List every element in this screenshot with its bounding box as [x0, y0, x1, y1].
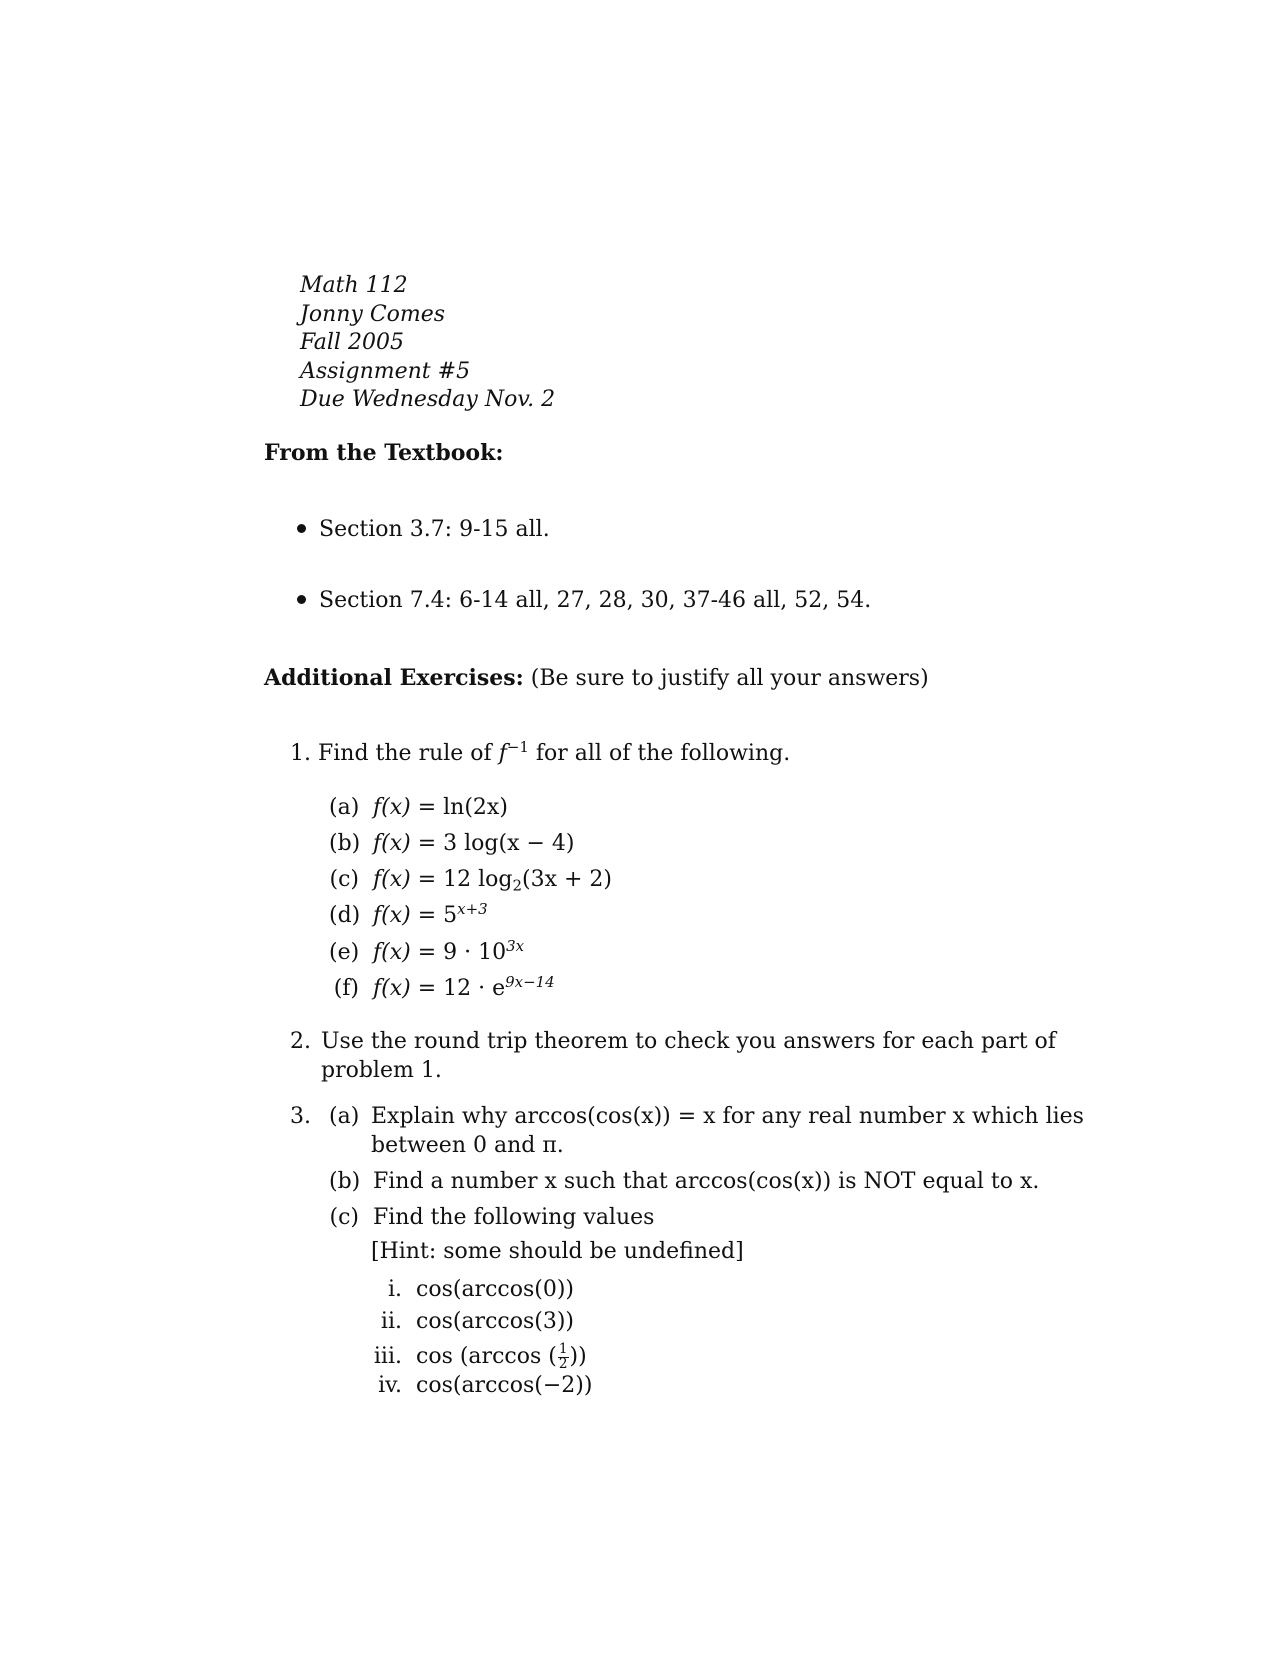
- equation-rhs: 12 log: [443, 867, 513, 892]
- problem-1-part-f: [329, 972, 555, 1001]
- fraction: [558, 1343, 569, 1371]
- subpart-expr: cos(arccos(−2)): [416, 1373, 593, 1398]
- problem-3-part-a-line1: Explain why arccos(cos(x)) = x for any real number x which lies: [371, 1104, 1084, 1129]
- equation-rhs: 3 log(x − 4): [443, 831, 575, 856]
- problem-3-part-a-line2: between 0 and π.: [371, 1133, 564, 1158]
- textbook-item-text: Section 3.7: 9-15 all.: [319, 517, 550, 542]
- equation-lhs: f(x) =: [373, 795, 444, 820]
- equation-lhs: f(x) =: [373, 940, 444, 965]
- due-date: Due Wednesday Nov. 2: [300, 387, 556, 412]
- problem-3-part-c: [329, 1207, 654, 1229]
- subpart-i: [372, 1279, 574, 1301]
- problem-1-part-b: [329, 833, 575, 855]
- part-label: (d): [329, 903, 361, 928]
- textbook-item-text: Section 7.4: 6-14 all, 27, 28, 30, 37-46 all, 52, 54.: [319, 588, 872, 613]
- textbook-heading: From the Textbook:: [264, 440, 504, 466]
- part-text: Find a number x such that arccos(cos(x)) is NOT equal to x.: [373, 1169, 1040, 1194]
- part-label: (a): [329, 795, 360, 820]
- problem-3-number: 3.: [290, 1104, 311, 1129]
- problem-1-part-c: [329, 867, 613, 895]
- equation-rhs: 5: [443, 903, 458, 928]
- problem-1-part-e: [329, 936, 525, 965]
- equation-lhs: f(x) =: [373, 867, 444, 892]
- additional-heading-line: [264, 667, 929, 690]
- subpart-iii: [372, 1343, 587, 1371]
- instructor-name: Jonny Comes: [300, 302, 446, 327]
- subpart-label: i.: [387, 1277, 402, 1302]
- equation-lhs: f(x) =: [373, 976, 444, 1001]
- part-label: (e): [329, 940, 360, 965]
- part-label: (b): [329, 831, 361, 856]
- bullet-icon: [297, 595, 306, 604]
- exponent: 9x−14: [505, 972, 555, 991]
- subpart-label: iv.: [378, 1373, 402, 1398]
- subpart-expr: cos(arccos(3)): [416, 1309, 574, 1334]
- math-superscript: −1: [506, 737, 529, 756]
- subpart-expr: )): [569, 1344, 587, 1370]
- subpart-expr: cos(arccos(0)): [416, 1277, 574, 1302]
- subpart-label: iii.: [373, 1344, 402, 1370]
- math-f: f: [498, 741, 507, 766]
- part-text: Find the following values: [373, 1205, 655, 1230]
- subpart-ii: [372, 1311, 574, 1333]
- textbook-item: [297, 519, 550, 541]
- course-name: Math 112: [300, 273, 408, 298]
- problem-1-part-a: [329, 797, 508, 819]
- equation-lhs: f(x) =: [373, 831, 444, 856]
- part-label: (b): [329, 1169, 361, 1194]
- log-base: 2: [512, 876, 523, 895]
- part-label: (f): [333, 976, 359, 1001]
- problem-3-part-b: [329, 1171, 1039, 1193]
- equation-rhs: (3x + 2): [522, 867, 613, 892]
- fraction-numerator: 1: [558, 1341, 568, 1357]
- hint-text: [Hint: some should be undefined]: [371, 1239, 744, 1264]
- additional-note: (Be sure to justify all your answers): [530, 666, 929, 691]
- fraction-denominator: 2: [558, 1355, 568, 1372]
- equation-rhs: 12 · e: [443, 976, 506, 1001]
- term: Fall 2005: [300, 330, 404, 355]
- subpart-iv: [372, 1375, 592, 1397]
- problem-1-part-d: [329, 899, 488, 928]
- equation-rhs: ln(2x): [443, 795, 508, 820]
- exponent: 3x: [506, 936, 525, 955]
- part-label: (a): [329, 1104, 360, 1129]
- textbook-item: [297, 590, 871, 612]
- equation-lhs: f(x) =: [373, 903, 444, 928]
- problem-text: Find the rule of: [318, 741, 499, 766]
- additional-heading: Additional Exercises:: [264, 665, 524, 691]
- problem-text: for all of the following.: [528, 741, 791, 766]
- exponent: x+3: [457, 899, 488, 918]
- problem-2-line2: problem 1.: [321, 1058, 442, 1083]
- subpart-label: ii.: [380, 1309, 402, 1334]
- subpart-expr: cos (arccos (: [416, 1344, 557, 1370]
- bullet-icon: [297, 524, 306, 533]
- assignment-title: Assignment #5: [300, 359, 471, 384]
- problem-2-line1: Use the round trip theorem to check you answers for each part of: [321, 1029, 1056, 1054]
- problem-number: 1.: [290, 741, 311, 766]
- equation-rhs: 9 · 10: [443, 940, 507, 965]
- problem-2-number: 2.: [290, 1029, 311, 1054]
- part-label: (c): [329, 1205, 359, 1230]
- problem-1: [290, 737, 791, 766]
- problem-3-part-a-label: [329, 1106, 359, 1128]
- part-label: (c): [329, 867, 359, 892]
